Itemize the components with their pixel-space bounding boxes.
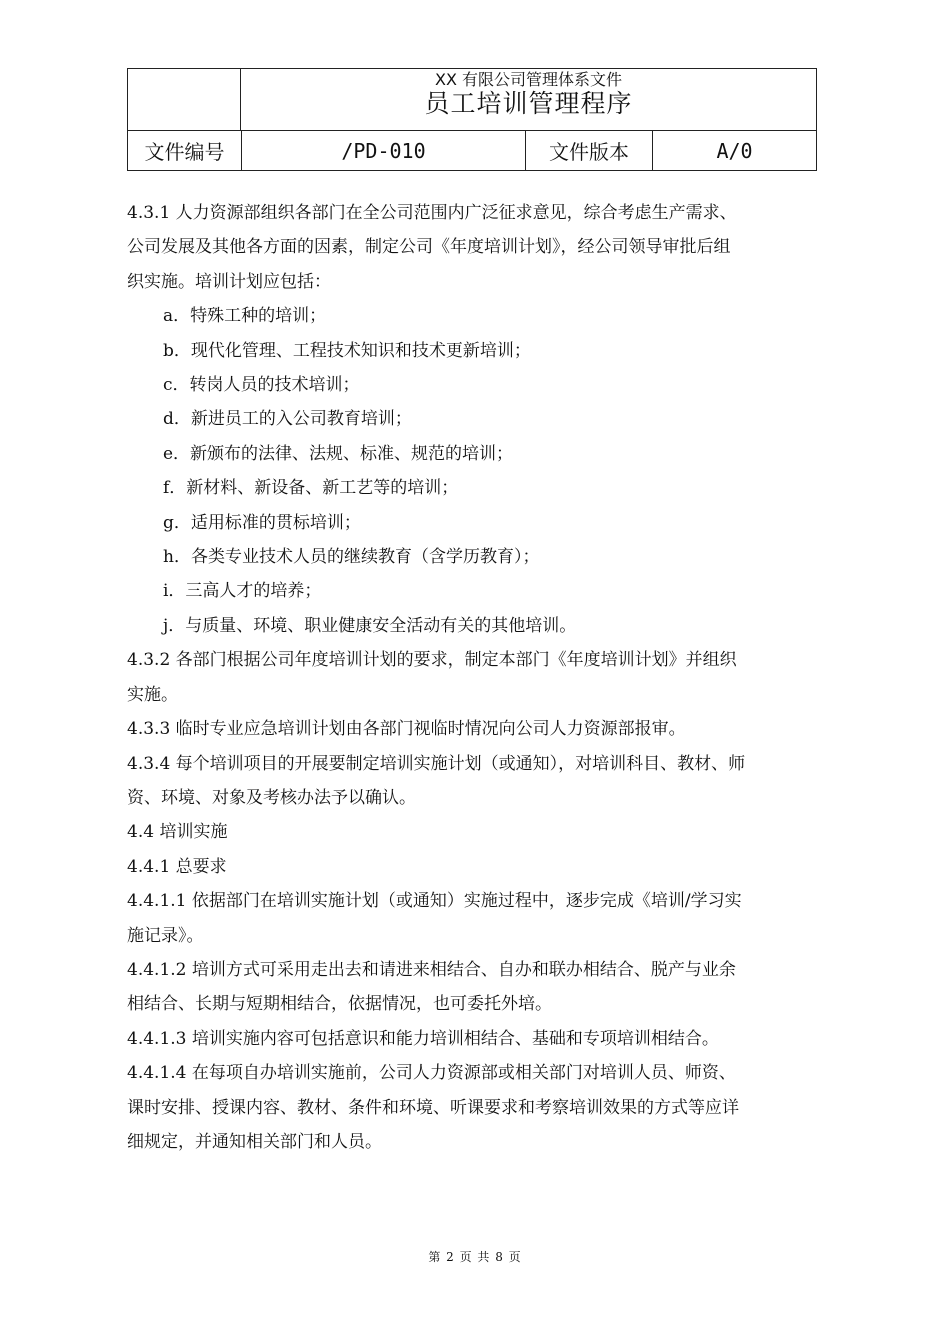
text-line: 织实施。培训计划应包括：	[127, 271, 331, 292]
text-line: 4.4.1.1 依据部门在培训实施计划（或通知）实施过程中，逐步完成《培训/学习实	[127, 891, 742, 912]
title-cell	[241, 69, 816, 130]
list-item: e．新颁布的法律、法规、标准、规范的培训；	[163, 443, 514, 464]
document-title: 员工培训管理程序	[424, 89, 633, 118]
list-item: d．新进员工的入公司教育培训；	[163, 409, 412, 430]
doc-number-value: /PD-010	[241, 131, 525, 170]
list-item: f．新材料、新设备、新工艺等的培训；	[163, 478, 459, 499]
doc-number-label: 文件编号	[144, 140, 225, 164]
text-line: 4.4.1.3 培训实施内容可包括意识和能力培训相结合、基础和专项培训相结合。	[127, 1028, 719, 1049]
text-line: 课时安排、授课内容、教材、条件和环境、听课要求和考察培训效果的方式等应详	[127, 1097, 739, 1118]
text-line: 公司发展及其他各方面的因素，制定公司《年度培训计划》，经公司领导审批后组	[127, 237, 731, 258]
text-line: 4.4.1.4 在每项自办培训实施前，公司人力资源部或相关部门对培训人员、师资、	[127, 1063, 736, 1084]
document-header-table	[127, 68, 817, 171]
text-line: 施记录》。	[127, 925, 204, 946]
text-line: 4.3.4 每个培训项目的开展要制定培训实施计划（或通知），对培训科目、教材、师	[127, 753, 746, 774]
logo-cell	[128, 69, 241, 130]
document-body	[127, 196, 827, 1159]
text-line: 细规定，并通知相关部门和人员。	[127, 1131, 382, 1152]
text-line: 4.3.3 临时专业应急培训计划由各部门视临时情况向公司人力资源部报审。	[127, 719, 686, 740]
header-info-row	[128, 130, 816, 170]
company-name: XX 有限公司管理体系文件	[434, 70, 622, 89]
text-line: 4.4.1.2 培训方式可采用走出去和请进来相结合、自办和联办相结合、脱产与业余	[127, 959, 736, 980]
list-item: i．三高人才的培养；	[163, 581, 322, 602]
list-item: a．特殊工种的培训；	[163, 306, 327, 327]
text-line: 相结合、长期与短期相结合，依据情况，也可委托外培。	[127, 994, 552, 1015]
section-heading: 4.4.1 总要求	[127, 856, 227, 877]
text-line: 实施。	[127, 684, 178, 705]
page-footer: 第 2 页 共 8 页	[428, 1250, 522, 1264]
doc-version-label: 文件版本	[525, 131, 652, 170]
section-heading: 4.4 培训实施	[127, 822, 228, 843]
list-item: c．转岗人员的技术培训；	[163, 375, 360, 396]
list-item: j．与质量、环境、职业健康安全活动有关的其他培训。	[163, 615, 577, 636]
list-item: b．现代化管理、工程技术知识和技术更新培训；	[163, 340, 531, 361]
list-item: h．各类专业技术人员的继续教育（含学历教育）；	[163, 547, 540, 568]
doc-version-value: A/0	[652, 131, 816, 170]
text-line: 4.3.1 人力资源部组织各部门在全公司范围内广泛征求意见，综合考虑生产需求、	[127, 203, 737, 223]
text-line: 资、环境、对象及考核办法予以确认。	[127, 787, 416, 808]
list-item: g．适用标准的贯标培训；	[163, 512, 361, 533]
text-line: 4.3.2 各部门根据公司年度培训计划的要求，制定本部门《年度培训计划》并组织	[127, 650, 737, 671]
